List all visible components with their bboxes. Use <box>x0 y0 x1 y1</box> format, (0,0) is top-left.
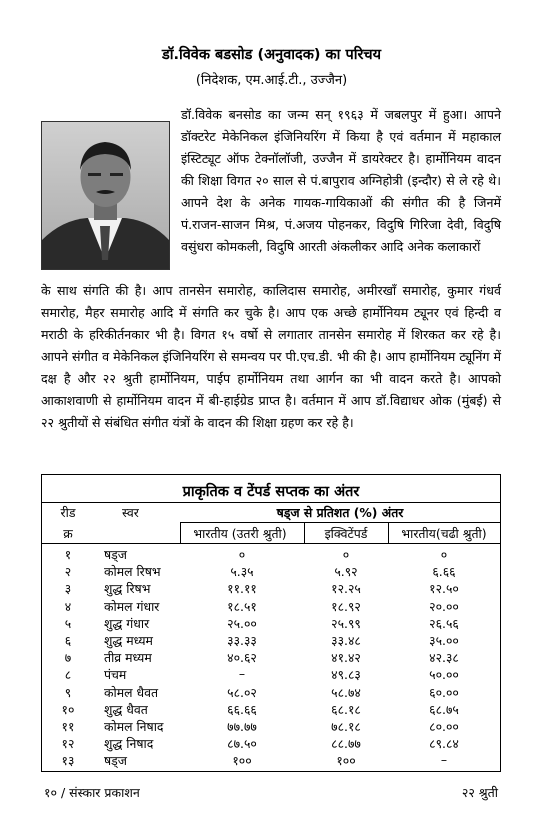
row-equitempered: ५८.७४ <box>331 684 361 700</box>
row-number: ५ <box>64 615 72 631</box>
row-equitempered: ७८.१८ <box>331 719 361 734</box>
row-swar: शुद्ध धैवत <box>104 701 148 717</box>
row-swar: शुद्ध गंधार <box>104 615 150 631</box>
col-header-chadhi: भारतीय(चढी श्रुती) <box>401 526 487 541</box>
row-equitempered: २५.९९ <box>331 615 361 631</box>
row-chadhi: ६८.७५ <box>429 701 459 717</box>
row-equitempered: ५.९२ <box>334 564 358 580</box>
row-chadhi: ५०.०० <box>429 667 459 683</box>
intro-paragraph-rest: के साथ संगति की है। आप तानसेन समारोह, कालिदास समारोह, अमीरखाँ समारोह, कुमार गंधर्व समारोह, मैहर समारोह आदि में संगति कर चुके है। आप एक अच्छे हार्मोनियम ट्यूनर एवं हिन्दी व मराठी के हरिकीर्तनकार भी है। विगत १५ वर्षो से लगातार तानसेन समारोह में शिरकत कर रहे है। आपने संगीत व मेकेनिकल इंजिनियरिंग से समन्वय पर पी.एच.डी. भी की है। आप हार्मोनियम ट्यूनिंग में दक्ष है और २२ श्रुती हार्मोनियम, पाईप हार्मोनियम तथा आर्गन का भी वादन करते है। आपको आकाशवाणी से हार्मोनियम वादन में बी-हाईग्रेड प्राप्त है। वर्तमान में आप डॉ.विद्याधर ओक (मुंबई) से २२ श्रुतीयों से संबंधित संगीत यंत्रों के वादन की शिक्षा ग्रहण कर रहे है। <box>41 283 501 430</box>
row-swar: कोमल निषाद <box>104 719 164 734</box>
row-number: ४ <box>64 598 72 614</box>
row-number: ९ <box>64 684 72 700</box>
row-swar: शुद्ध मध्यम <box>104 633 153 648</box>
row-number: १२ <box>61 736 75 752</box>
row-chadhi: ६०.०० <box>429 684 459 700</box>
row-equitempered: १०० <box>336 753 356 769</box>
row-uttari: ५८.०२ <box>227 684 257 700</box>
row-number: १ <box>64 547 72 562</box>
row-chadhi: १२.५० <box>429 581 459 597</box>
row-number: १३ <box>61 753 75 769</box>
row-uttari: १०० <box>232 753 252 769</box>
row-number: ६ <box>64 633 72 648</box>
col-header-swar: स्वर <box>122 505 139 520</box>
footer-publisher: १० / संस्कार प्रकाशन <box>44 785 140 800</box>
row-chadhi: – <box>440 752 448 768</box>
row-number: २ <box>64 564 72 580</box>
row-number: ३ <box>64 581 72 597</box>
intro-paragraph-first: डॉ.विवेक बनसोड का जन्म सन् १९६३ में जबलपुर में हुआ। आपने डॉक्टरेट मेकेनिकल इंजिनियरिंग में किया है एवं वर्तमान में महाकाल इंस्टिट्यूट ऑफ टेक्नॉलॉजी, उज्जैन में डायरेक्टर है। हार्मोनियम वादन की शिक्षा विगत २० साल से पं.बापुराव अग्निहोत्री (इन्दौर) से ले रहे थे। आपने देश के अनेक गायक-गायिकाओं की संगीत की है जिनमें पं.राजन-साजन मिश्र, पं.अजय पोहनकर, विदुषि गिरिजा देवी, विदुषि वसुंधरा कोमकली, विदुषि आरती अंकलीकर आदि अनेक कलाकारों <box>181 107 501 254</box>
footer-page-label: २२ श्रुती <box>461 785 498 800</box>
row-equitempered: ८८.७७ <box>331 736 361 752</box>
col-header-equitempered: इक्विटेंपर्ड <box>324 526 368 541</box>
row-chadhi: २०.०० <box>429 598 459 614</box>
col-header-group: षड्ज से प्रतिशत (%) अंतर <box>276 505 404 520</box>
row-swar: कोमल रिषभ <box>104 564 161 580</box>
row-uttari: २५.०० <box>227 615 257 631</box>
row-equitempered: ३३.४८ <box>331 633 361 648</box>
row-chadhi: ८०.०० <box>429 719 459 734</box>
row-uttari: १८.५१ <box>227 598 257 614</box>
row-equitempered: ४९.८३ <box>331 667 361 683</box>
row-number: ११ <box>61 719 75 734</box>
col-header-reed: रीड <box>60 505 76 520</box>
row-number: ८ <box>64 667 72 683</box>
row-uttari: ११.११ <box>227 581 257 597</box>
row-chadhi: ४२.३८ <box>429 650 459 666</box>
col-header-kr: क्र <box>63 526 73 541</box>
table-title: प्राकृतिक व टेंपर्ड सप्तक का अंतर <box>182 484 360 500</box>
col-header-uttari: भारतीय (उतरी श्रुती) <box>193 526 287 541</box>
row-number: १० <box>61 701 75 717</box>
row-swar: षड्ज <box>104 547 127 562</box>
row-chadhi: ० <box>440 547 448 562</box>
row-uttari: – <box>238 666 246 682</box>
row-swar: तीव्र मध्यम <box>104 650 152 666</box>
row-swar: शुद्ध निषाद <box>104 736 154 752</box>
row-swar: शुद्ध रिषभ <box>104 581 151 597</box>
row-equitempered: ६८.१८ <box>331 701 361 717</box>
comparison-table <box>41 474 501 772</box>
row-uttari: ० <box>238 547 246 562</box>
row-chadhi: ८९.८४ <box>429 736 459 752</box>
page-title: डॉ.विवेक बडसोड (अनुवादक) का परिचय <box>161 47 382 63</box>
row-chadhi: २६.५६ <box>429 615 459 631</box>
portrait-image <box>42 122 169 269</box>
row-equitempered: १८.९२ <box>331 598 361 614</box>
row-uttari: ५.३५ <box>230 564 254 580</box>
row-swar: कोमल धैवत <box>104 684 159 700</box>
author-photo <box>41 121 170 270</box>
row-uttari: ७७.७७ <box>227 719 257 734</box>
row-equitempered: १२.२५ <box>331 581 361 597</box>
row-uttari: ४०.६२ <box>227 650 257 666</box>
row-swar: षड्ज <box>104 753 127 769</box>
row-equitempered: ० <box>342 547 350 562</box>
page-subtitle: (निदेशक, एम.आई.टी., उज्जैन) <box>195 73 348 88</box>
row-chadhi: ६.६६ <box>432 564 456 580</box>
row-uttari: ८७.५० <box>227 736 257 752</box>
row-uttari: ६६.६६ <box>227 701 257 717</box>
row-swar: पंचम <box>104 667 127 683</box>
row-equitempered: ४१.४२ <box>331 650 361 666</box>
row-chadhi: ३५.०० <box>429 633 459 648</box>
row-swar: कोमल गंधार <box>104 598 160 614</box>
row-uttari: ३३.३३ <box>227 633 257 648</box>
row-number: ७ <box>64 650 72 666</box>
